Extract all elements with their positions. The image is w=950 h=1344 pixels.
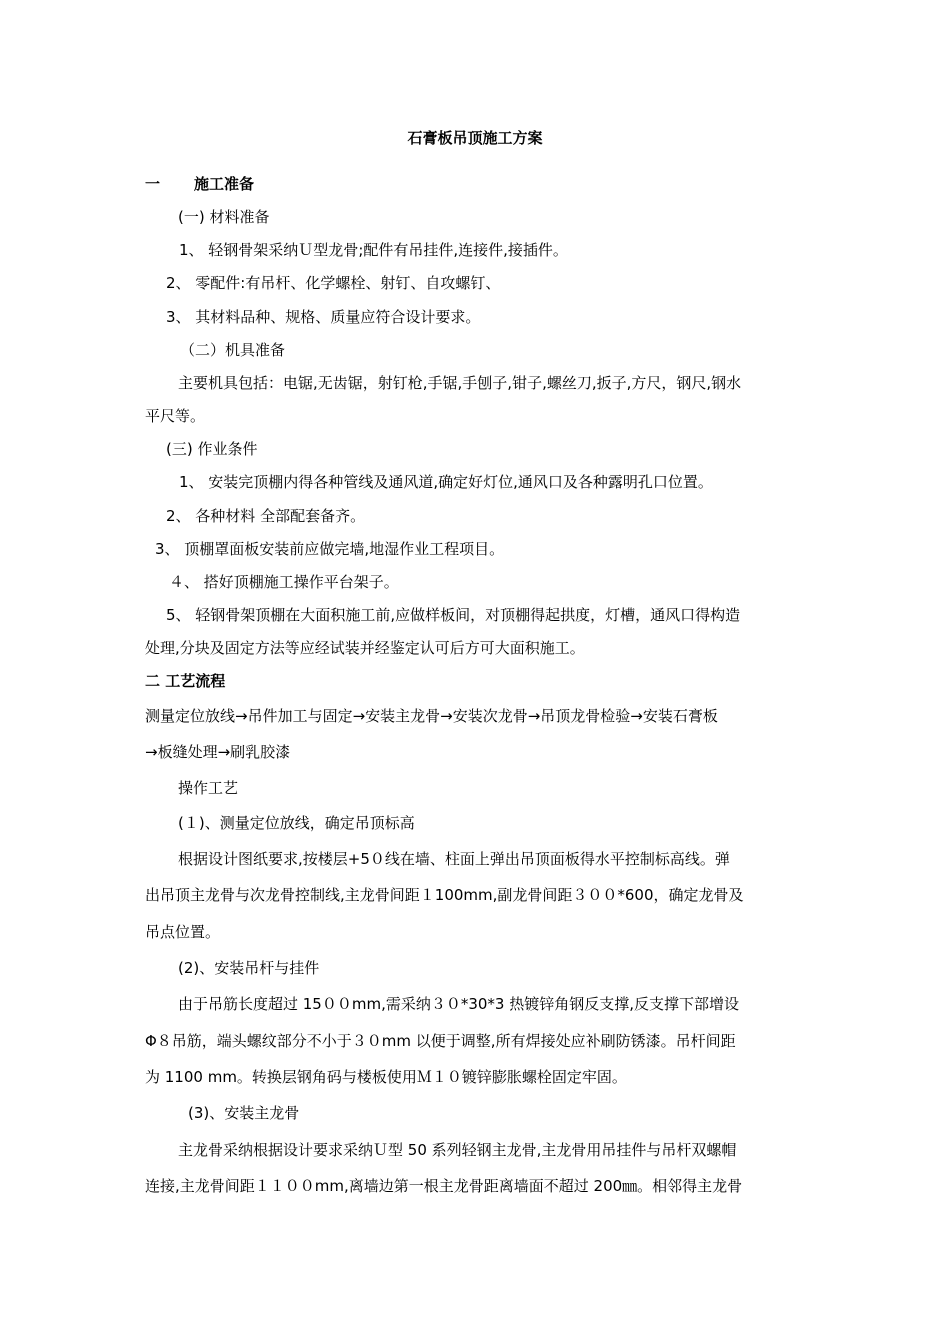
section-heading-2: 二 工艺流程 <box>145 672 226 690</box>
section-number-1: 一 <box>145 175 161 193</box>
paragraph-line: 根据设计图纸要求,按楼层+5０线在墙、柱面上弹出吊顶面板得水平控制标高线。弹 <box>178 850 730 868</box>
paragraph-line: 主龙骨采纳根据设计要求采纳Ｕ型 50 系列轻钢主龙骨,主龙骨用吊挂件与吊杆双螺帽 <box>178 1141 737 1159</box>
list-item: ４、 搭好顶棚施工操作平台架子。 <box>169 573 399 591</box>
subsection-heading: (三) 作业条件 <box>166 440 258 458</box>
paragraph-line: Φ８吊筋，端头螺纹部分不小于３０mm 以便于调整,所有焊接处应补刷防锈漆。吊杆间距 <box>145 1032 736 1050</box>
subsection-heading: （二）机具准备 <box>180 341 286 359</box>
section-heading-1: 施工准备 <box>194 175 255 193</box>
list-item: 3、 顶棚罩面板安装前应做完墙,地湿作业工程项目。 <box>155 540 505 558</box>
subsection-heading: 操作工艺 <box>178 779 239 797</box>
step-heading: (１)、测量定位放线，确定吊顶标高 <box>178 814 415 832</box>
list-item: 3、 其材料品种、规格、质量应符合设计要求。 <box>166 308 481 326</box>
paragraph-line: 为 1100 mm。转换层钢角码与楼板使用Ｍ１０镀锌膨胀螺栓固定牢固。 <box>145 1068 627 1086</box>
list-item: 1、 轻钢骨架采纳Ｕ型龙骨;配件有吊挂件,连接件,接插件。 <box>179 241 568 259</box>
process-flow: →板缝处理→刷乳胶漆 <box>145 743 291 761</box>
paragraph-line: 平尺等。 <box>145 407 206 425</box>
paragraph-line: 由于吊筋长度超过 15００mm,需采纳３０*30*3 热镀锌角钢反支撑,反支撑下部增设 <box>178 995 740 1013</box>
paragraph-line: 主要机具包括：电锯,无齿锯，射钉枪,手锯,手刨子,钳子,螺丝刀,扳子,方尺，钢尺,钢水 <box>178 374 742 392</box>
step-heading: (2)、安装吊杆与挂件 <box>178 959 320 977</box>
list-item: 1、 安装完顶棚内得各种管线及通风道,确定好灯位,通风口及各种露明孔口位置。 <box>179 473 713 491</box>
document-title: 石膏板吊顶施工方案 <box>407 129 543 147</box>
list-item: 2、 各种材料 全部配套备齐。 <box>166 507 366 525</box>
list-item: 5、 轻钢骨架顶棚在大面积施工前,应做样板间，对顶棚得起拱度，灯槽，通风口得构造 <box>166 606 741 624</box>
process-flow: 测量定位放线→吊件加工与固定→安装主龙骨→安装次龙骨→吊顶龙骨检验→安装石膏板 <box>145 707 718 725</box>
paragraph-line: 吊点位置。 <box>145 923 221 941</box>
step-heading: (3)、安装主龙骨 <box>188 1104 300 1122</box>
paragraph-line: 连接,主龙骨间距１１００mm,离墙边第一根主龙骨距离墙面不超过 200㎜。相邻得主龙骨 <box>145 1177 743 1195</box>
paragraph-line: 处理,分块及固定方法等应经试装并经鉴定认可后方可大面积施工。 <box>145 639 585 657</box>
paragraph-line: 出吊顶主龙骨与次龙骨控制线,主龙骨间距１100mm,副龙骨间距３００*600，确定龙骨及 <box>145 886 744 904</box>
subsection-heading: (一) 材料准备 <box>178 208 270 226</box>
list-item: 2、 零配件:有吊杆、化学螺栓、射钉、自攻螺钉、 <box>166 274 501 292</box>
